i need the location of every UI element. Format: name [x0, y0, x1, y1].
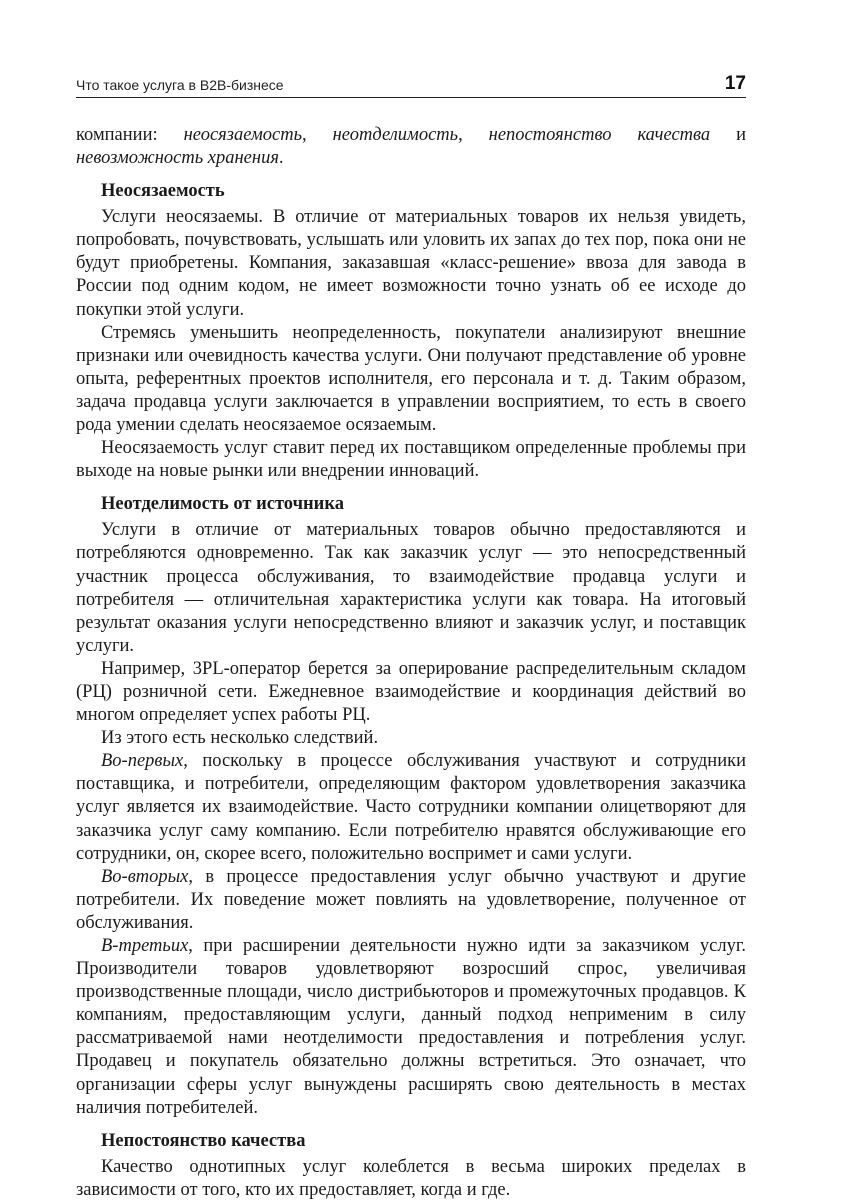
page-number: 17 — [724, 73, 746, 94]
section-heading-intangibility: Неосязаемость — [101, 181, 225, 202]
paragraph: Стремясь уменьшить неопределенность, покупатели анализируют внешние признаки или очевидность качества услуги. Они получают представление об уровне опыта, референтных проектов исполнителя, его персонала и т. д. Таким образом, задача продавца услуги заключается в управлении восприятием, то есть в своего рода умении сделать неосязаемое осязаемым. — [76, 322, 746, 436]
intro-separator: , — [458, 125, 489, 145]
paragraph: Качество однотипных услуг колеблется в весьма широких пределах в зависимости от того, кто их предоставляет, когда и где. — [76, 1156, 746, 1200]
intro-paragraph — [76, 124, 746, 170]
paragraph: Услуги неосязаемы. В отличие от материальных товаров их нельзя увидеть, попробовать, почувствовать, услышать или уловить их запах до тех пор, пока они не будут приобретены. Компания, заказавшая «класс-решение» ввоза для завода в России под одним кодом, не имеет возможности точно узнать об ее исходе до покупки этой услуги. — [76, 207, 746, 320]
paragraph: Неосязаемость услуг ставит перед их поставщиком определенные проблемы при выходе на новые рынки или внедрении инноваций. — [76, 438, 746, 482]
section-heading-inseparability: Неотделимость от источника — [101, 494, 344, 515]
term-perishability: невозможность хранения — [76, 148, 279, 169]
term-variability: непостоянство качества — [488, 125, 711, 145]
running-title: Что такое услуга в B2B-бизнесе — [76, 77, 284, 93]
paragraph — [76, 935, 746, 1120]
intro-separator: и — [710, 125, 747, 145]
term-inseparability: неотделимость — [332, 125, 459, 145]
section-heading-variability: Непостоянство качества — [101, 1130, 306, 1151]
paragraph — [76, 866, 746, 935]
intro-prefix: компании: — [76, 125, 184, 145]
third-point-text: , при расширении деятельности нужно идти за заказчиком услуг. Производители товаров удовлетворяют возросший спрос, увеличивая производственные площади, число дистрибьюторов и промежуточных продавцов. К компаниям, предоставляющим услуги, данный подход неприменим в силу рассматриваемой нами неотделимости предоставления и потребления услуг. Продавец и покупатель обязательно должны встретиться. Это означает, что организации сферы услуг вынуждены расширять свою деятельность в местах наличия потребителей. — [76, 936, 746, 1118]
third-point-marker: В-третьих — [101, 936, 189, 956]
paragraph: Из этого есть несколько следствий. — [101, 728, 379, 749]
intro-separator: , — [302, 125, 333, 145]
paragraph: Услуги в отличие от материальных товаров обычно предоставляются и потребляются одновременно. Так как заказчик услуг — это непосредственный участник процесса обслуживания, то взаимодействие продавца услуги и потребителя — отличительная характеристика услуги как товара. На итоговый результат оказания услуги непосредственно влияют и заказчик услуг, и поставщик услуги. — [76, 520, 746, 656]
intro-end: . — [278, 148, 284, 169]
page-body — [76, 124, 746, 1202]
second-point-marker: Во-вторых — [101, 866, 189, 887]
term-intangibility: неосязаемость — [183, 125, 303, 145]
running-header — [76, 73, 746, 98]
paragraph: Например, 3PL-оператор берется за оперирование распределительным складом (РЦ) розничной сети. Ежедневное взаимодействие и координация действий во многом определяет успех работы РЦ. — [76, 658, 746, 726]
first-point-text: , поскольку в процессе обслуживания участвуют и сотрудники поставщика, и потребители, определяющим фактором удовлетворения заказчика услуг является их взаимодействие. Часто сотрудники компании олицетворяют для заказчика услуг саму компанию. Если потребителю нравятся обслуживающие его сотрудники, он, скорее всего, положительно воспримет и сами услуги. — [76, 751, 746, 864]
first-point-marker: Во-первых — [101, 751, 184, 772]
paragraph — [76, 750, 746, 865]
second-point-text: , в процессе предоставления услуг обычно участвуют и другие потребители. Их поведение может повлиять на удовлетворение, полученное от обслуживания. — [76, 866, 746, 933]
